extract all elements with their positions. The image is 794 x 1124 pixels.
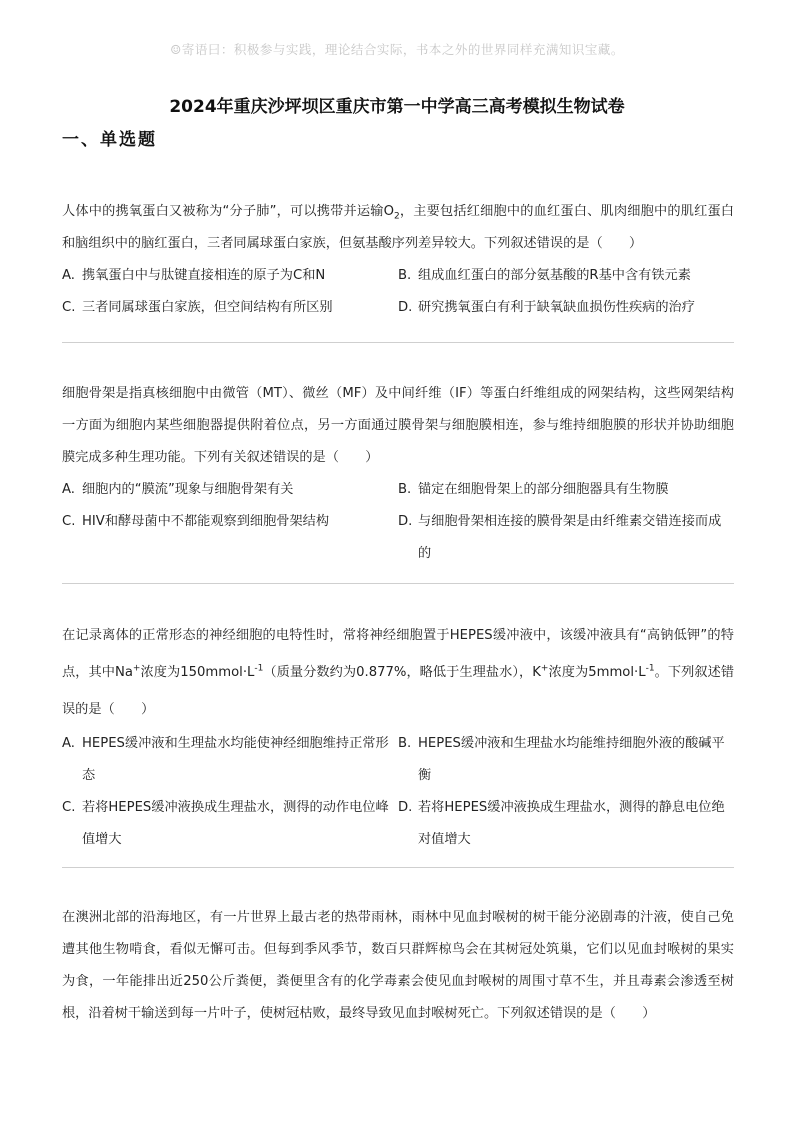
option-d[interactable] (398, 506, 734, 570)
option-key: C. (62, 300, 76, 315)
question-1 (62, 196, 734, 324)
option-text: 若将HEPES缓冲液换成生理盐水，测得的动作电位峰值增大 (82, 800, 389, 847)
section-heading: 一、单选题 (62, 130, 157, 150)
question-stem (62, 196, 734, 260)
option-key: C. (62, 514, 76, 529)
option-key: A. (62, 482, 75, 497)
stem-text: 浓度为150mmol·L (140, 665, 255, 680)
option-a[interactable] (62, 474, 398, 506)
option-c[interactable] (62, 792, 398, 856)
question-stem: 在澳洲北部的沿海地区，有一片世界上最古老的热带雨林，雨林中见血封喉树的树干能分泌剧毒的汁液，使自己免遭其他生物啃食，看似无懈可击。但每到季风季节，数百只群辉椋鸟会在其树冠处筑巢，它们以见血封喉树的果实为食，一年能排出近250公斤粪便，粪便里含有的化学毒素会使见血封喉树的周围寸草不生，并且毒素会渗透至树根，沿着树干输送到每一片叶子，使树冠枯败，最终导致见血封喉树死亡。下列叙述错误的是（ ） (62, 910, 734, 1021)
question-3 (62, 617, 734, 856)
option-text: 与细胞骨架相连接的膜骨架是由纤维素交错连接而成的 (418, 514, 722, 561)
stem-text: 。下列叙述错误的是（ ） (62, 665, 735, 717)
divider (62, 583, 734, 584)
option-text: 细胞内的“膜流”现象与细胞骨架有关 (82, 482, 294, 497)
option-key: A. (62, 268, 75, 283)
option-key: B. (398, 482, 412, 497)
option-a[interactable] (62, 260, 398, 292)
stem-text: （质量分数约为0.877%，略低于生理盐水），K (263, 665, 541, 680)
option-d[interactable] (398, 792, 734, 856)
option-text: 研究携氧蛋白有利于缺氧缺血损伤性疾病的治疗 (418, 300, 695, 315)
superscript: + (132, 663, 141, 674)
superscript: + (540, 663, 549, 674)
stem-text: 浓度为5mmol·L (548, 665, 646, 680)
option-b[interactable] (398, 474, 734, 506)
options (62, 474, 734, 570)
options (62, 728, 734, 856)
superscript: -1 (645, 663, 655, 674)
option-key: B. (398, 268, 412, 283)
question-2 (62, 378, 734, 570)
option-key: D. (398, 800, 413, 815)
option-a[interactable] (62, 728, 398, 792)
option-d[interactable] (398, 292, 734, 324)
stem-text: 人体中的携氧蛋白又被称为“分子肺”，可以携带并运输O (62, 204, 394, 219)
option-text: HEPES缓冲液和生理盐水均能使神经细胞维持正常形态 (82, 736, 389, 783)
option-text: HEPES缓冲液和生理盐水均能维持细胞外液的酸碱平衡 (418, 736, 725, 783)
option-text: 锚定在细胞骨架上的部分细胞器具有生物膜 (418, 482, 669, 497)
option-text: 若将HEPES缓冲液换成生理盐水，测得的静息电位绝对值增大 (418, 800, 725, 847)
divider (62, 342, 734, 343)
options (62, 260, 734, 324)
subscript: 2 (393, 211, 400, 222)
option-c[interactable] (62, 292, 398, 324)
option-text: 携氧蛋白中与肽键直接相连的原子为C和N (82, 268, 326, 283)
option-text: 三者同属球蛋白家族，但空间结构有所区别 (82, 300, 333, 315)
superscript: -1 (254, 663, 264, 674)
stem-text: ，主要包括红细胞中的血红蛋白、肌肉细胞中的肌红蛋白和脑组织中的脑红蛋白，三者同属球蛋白家族，但氨基酸序列差异较大。下列叙述错误的是（ ） (62, 204, 734, 251)
option-text: HIV和酵母菌中不都能观察到细胞骨架结构 (82, 514, 330, 529)
option-key: D. (398, 300, 413, 315)
option-key: C. (62, 800, 76, 815)
question-stem (62, 617, 734, 728)
header-motto: ☺寄语曰：积极参与实践，理论结合实际，书本之外的世界同样充满知识宝藏。 (170, 42, 624, 57)
option-key: D. (398, 514, 413, 529)
question-4 (62, 902, 734, 1030)
divider (62, 867, 734, 868)
option-key: B. (398, 736, 412, 751)
option-text: 组成血红蛋白的部分氨基酸的R基中含有铁元素 (418, 268, 691, 283)
page-title: 2024年重庆沙坪坝区重庆市第一中学高三高考模拟生物试卷 (169, 97, 625, 117)
stem-text: 在记录离体的正常形态的神经细胞的电特性时，常将神经细胞置于HEPES缓冲液中，该缓冲液具有“高钠低钾”的特点，其中Na (62, 628, 734, 680)
option-c[interactable] (62, 506, 398, 570)
option-key: A. (62, 736, 75, 751)
option-b[interactable] (398, 260, 734, 292)
option-b[interactable] (398, 728, 734, 792)
question-stem: 细胞骨架是指真核细胞中由微管（MT）、微丝（MF）及中间纤维（IF）等蛋白纤维组成的网架结构，这些网架结构一方面为细胞内某些细胞器提供附着位点，另一方面通过膜骨架与细胞膜相连，参与维持细胞膜的形状并协助细胞膜完成多种生理功能。下列有关叙述错误的是（ ） (62, 386, 734, 465)
